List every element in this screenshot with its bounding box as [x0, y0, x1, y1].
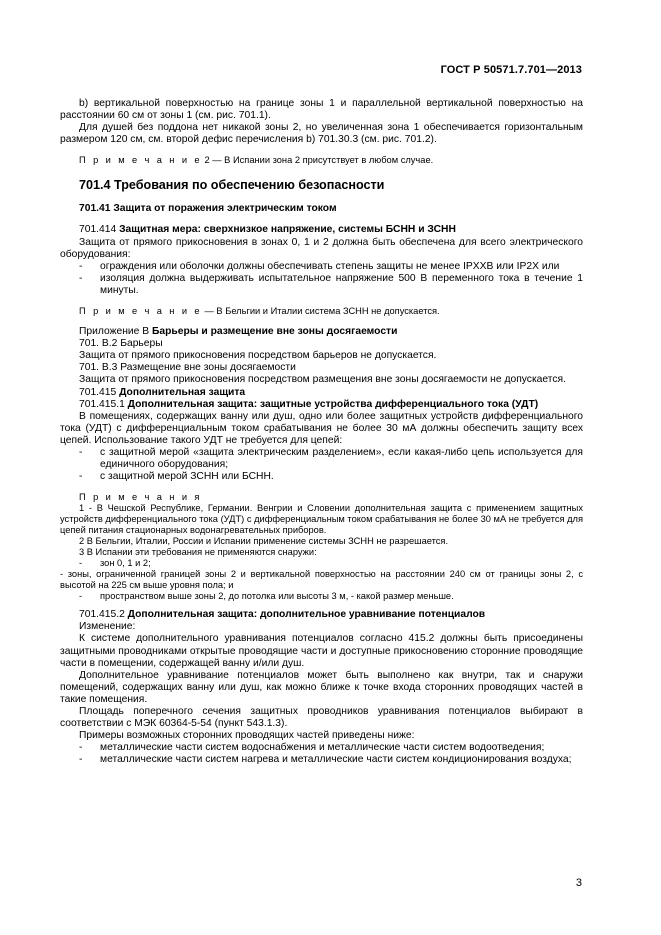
list-item-text: пространством выше зоны 2, до потолка или высоты 3 м, - какой размер меньше.: [100, 591, 454, 602]
list-item: [60, 591, 583, 602]
paragraph: Защита от прямого прикосновения посредством барьеров не допускается.: [79, 350, 437, 362]
list-item: [60, 273, 583, 297]
paragraph: Площадь поперечного сечения защитных проводников уравнивания потенциалов выбирают в соответствии с МЭК 60364-5-54 (пункт 543.1.3).: [60, 706, 583, 730]
clause-title: Дополнительная защита: защитные устройства дифференциального тока (УДТ): [127, 398, 539, 410]
clause-title: Защитная мера: сверхнизкое напряжение, системы БСНН и ЗСНН: [119, 224, 456, 236]
list-item: [60, 471, 583, 483]
note: 1 - В Чешской Республике, Германии. Венгрии и Словении дополнительная защита с применением защитных устройств дифференциального тока (УДТ) с дифференциальным током срабатывания не более 30 мА не требуется для цепей питания стационарных водонагревательных приборов.: [60, 503, 583, 536]
list-item: [60, 558, 583, 569]
list-item-text: изоляция должна выдерживать испытательное напряжение 500 В переменного тока в течение 1 минуты.: [100, 272, 583, 296]
dash: -: [79, 754, 83, 766]
clause-heading: [60, 224, 583, 236]
document-body: [60, 98, 583, 766]
note-label: П р и м е ч а н и е: [79, 306, 202, 317]
clause-title: Дополнительная защита: дополнительное уравнивание потенциалов: [127, 609, 486, 621]
list-item: [60, 447, 583, 471]
paragraph: 701. В.3 Размещение вне зоны досягаемости: [79, 362, 296, 374]
paragraph: Примеры возможных сторонних проводящих частей приведены ниже:: [79, 730, 415, 742]
list-item-text: ограждения или оболочки должны обеспечивать степень защиты не менее IPXXB или IP2X или: [100, 260, 560, 272]
clause-title: Дополнительная защита: [119, 386, 246, 398]
section-heading: 701.4 Требования по обеспечению безопасности: [79, 178, 385, 193]
note: [60, 155, 583, 166]
list-item-text: с защитной мерой ЗСНН или БСНН.: [100, 471, 274, 483]
list-item: [60, 261, 583, 273]
dash: -: [79, 446, 83, 458]
list-item-text: зон 0, 1 и 2;: [100, 558, 151, 569]
list-item-text: с защитной мерой «защита электрическим разделением», если какая-либо цепь используется для единичного оборудования;: [100, 446, 583, 471]
list-item: [60, 742, 583, 754]
clause-number: 701.415: [79, 386, 120, 398]
dash: -: [79, 591, 83, 602]
paragraph: Изменение:: [79, 621, 136, 633]
note-text: 2 — В Испании зона 2 присутствует в любом случае.: [201, 155, 434, 166]
clause-number: 701.415.2: [79, 609, 128, 621]
standard-number: ГОСТ Р 50571.7.701—2013: [440, 64, 582, 76]
note: [60, 306, 583, 317]
clause-heading: [60, 609, 583, 621]
dash: -: [79, 558, 83, 569]
appendix-heading: [60, 326, 583, 338]
note-text: — В Бельгии и Италии система ЗСНН не допускается.: [201, 306, 440, 317]
clause-number: 701.414: [79, 224, 120, 236]
list-item-text: металлические части систем нагрева и металлические части систем кондиционирования воздуха;: [100, 754, 572, 766]
note-label: П р и м е ч а н и е: [79, 155, 202, 166]
appendix-title: Барьеры и размещение вне зоны досягаемости: [151, 326, 398, 338]
clause-heading: [60, 399, 583, 411]
notes-label: П р и м е ч а н и я: [79, 492, 202, 503]
paragraph: Защита от прямого прикосновения в зонах 0, 1 и 2 должна быть обеспечена для всего электрического оборудования:: [60, 236, 583, 260]
paragraph: Дополнительное уравнивание потенциалов может быть выполнено как внутри, так и снаружи помещений, содержащих ванну или душ, как можно ближе к точке входа сторонних проводящих частей в такие помещения.: [60, 669, 583, 705]
clause-number: 701.415.1: [79, 398, 128, 410]
note: 3 В Испании эти требования не применяются снаружи:: [79, 547, 317, 558]
dash: -: [79, 471, 83, 483]
paragraph: b) вертикальной поверхностью на границе зоны 1 и параллельной вертикальной поверхностью на расстоянии 60 см от зоны 1 (см. рис. 701.1).: [60, 98, 583, 122]
list-item: [60, 754, 583, 766]
list-item-text: металлические части систем водоснабжения и металлические части систем водоотведения;: [100, 742, 545, 754]
note: 2 В Бельгии, Италии, России и Испании применение системы ЗСНН не разрешается.: [79, 536, 449, 547]
subsection-heading: 701.41 Защита от поражения электрическим током: [79, 203, 337, 215]
paragraph: В помещениях, содержащих ванну или душ, одно или более защитных устройств дифференциального тока (УДТ) с дифференциальным током срабатывания не более 30 мА должны обеспечить защиту всех цепей. Использование такого УДТ не требуется для цепей:: [60, 410, 583, 446]
paragraph: К системе дополнительного уравнивания потенциалов согласно 415.2 должны быть присоединены защитными проводниками открытые проводящие части и доступные прикосновению сторонние проводящие части в помещении, содержащей ванну и/или душ.: [60, 633, 583, 669]
paragraph: Защита от прямого прикосновения посредством размещения вне зоны досягаемости не допускается.: [79, 374, 566, 386]
appendix-number: Приложение В: [79, 326, 152, 338]
dash: -: [79, 742, 83, 754]
paragraph: Для душей без поддона нет никакой зоны 2, но увеличенная зона 1 обеспечивается горизонтальным размером 120 см, см. второй дефис перечисления b) 701.30.3 (см. рис. 701.2).: [60, 122, 583, 146]
dash: -: [79, 272, 83, 284]
page-number: 3: [575, 877, 582, 889]
clause-heading: [60, 387, 583, 399]
paragraph: 701. В.2 Барьеры: [79, 338, 163, 350]
dash: -: [79, 260, 83, 272]
note: - зоны, ограниченной границей зоны 2 и вертикальной поверхностью на расстоянии 240 см от границы зоны 2, с высотой на 225 см выше уровня пола; и: [60, 569, 583, 591]
